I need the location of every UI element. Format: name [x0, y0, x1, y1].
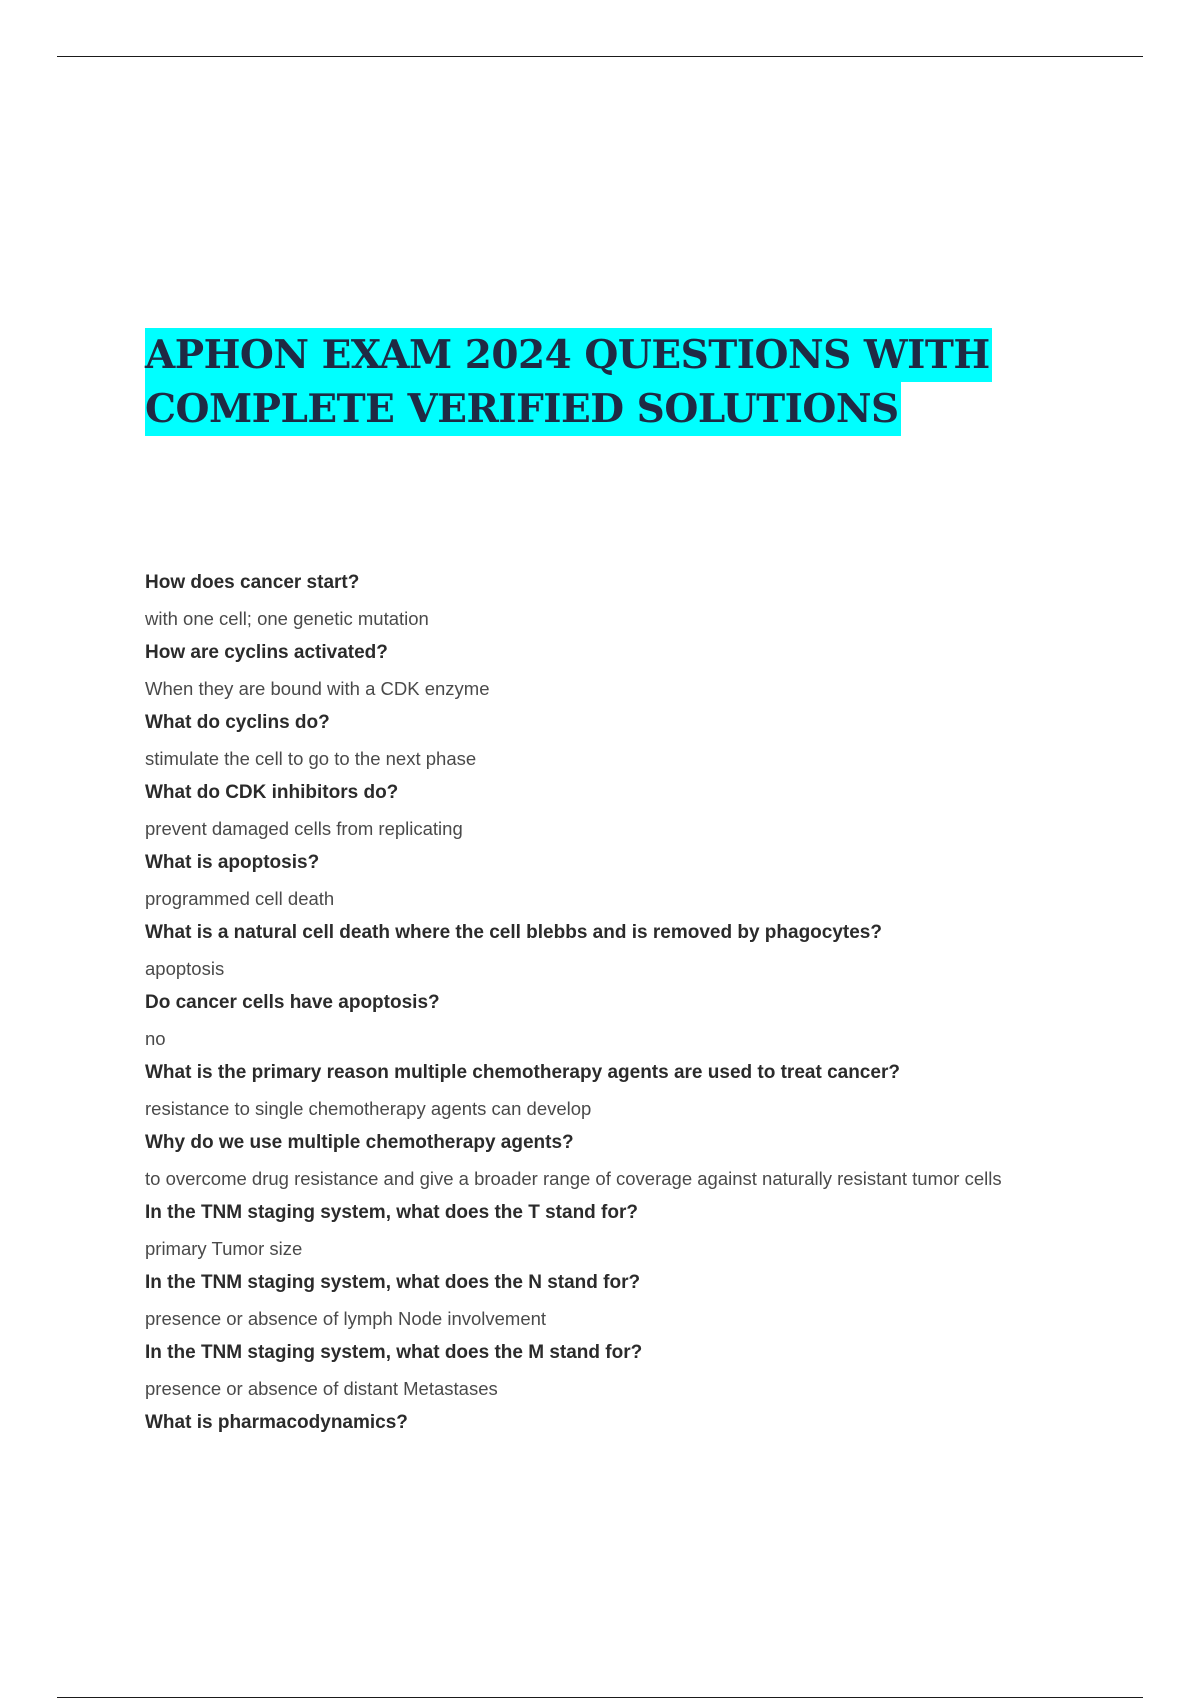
- question-4: What do CDK inhibitors do?: [145, 782, 399, 803]
- question-7: Do cancer cells have apoptosis?: [145, 992, 440, 1013]
- answer-12: presence or absence of distant Metastases: [145, 1378, 498, 1399]
- title-line-2: COMPLETE VERIFIED SOLUTIONS: [145, 382, 901, 436]
- answer-8: resistance to single chemotherapy agents can develop: [145, 1098, 592, 1119]
- answer-2: When they are bound with a CDK enzyme: [145, 678, 490, 699]
- answer-1: with one cell; one genetic mutation: [145, 608, 429, 629]
- answer-6: apoptosis: [145, 958, 225, 979]
- answer-4: prevent damaged cells from replicating: [145, 818, 463, 839]
- question-1: How does cancer start?: [145, 572, 360, 593]
- question-10: In the TNM staging system, what does the T stand for?: [145, 1202, 638, 1223]
- answer-11: presence or absence of lymph Node involvement: [145, 1308, 547, 1329]
- question-11: In the TNM staging system, what does the N stand for?: [145, 1272, 641, 1293]
- question-2: How are cyclins activated?: [145, 642, 388, 663]
- question-5: What is apoptosis?: [145, 852, 320, 873]
- question-13: What is pharmacodynamics?: [145, 1412, 408, 1433]
- question-12: In the TNM staging system, what does the M stand for?: [145, 1342, 643, 1363]
- question-6: What is a natural cell death where the cell blebbs and is removed by phagocytes?: [145, 922, 882, 943]
- answer-5: programmed cell death: [145, 888, 335, 909]
- answer-10: primary Tumor size: [145, 1238, 303, 1259]
- qa-list: [145, 568, 1145, 1443]
- answer-3: stimulate the cell to go to the next phase: [145, 748, 477, 769]
- document-title: [145, 328, 1145, 436]
- header-rule: [57, 56, 1143, 57]
- question-8: What is the primary reason multiple chemotherapy agents are used to treat cancer?: [145, 1062, 900, 1083]
- question-9: Why do we use multiple chemotherapy agents?: [145, 1132, 574, 1153]
- answer-7: no: [145, 1028, 166, 1049]
- title-line-1: APHON EXAM 2024 QUESTIONS WITH: [145, 328, 992, 382]
- footer-rule: [57, 1697, 1143, 1698]
- answer-9: to overcome drug resistance and give a broader range of coverage against naturally resistant tumor cells: [145, 1168, 1002, 1189]
- question-3: What do cyclins do?: [145, 712, 330, 733]
